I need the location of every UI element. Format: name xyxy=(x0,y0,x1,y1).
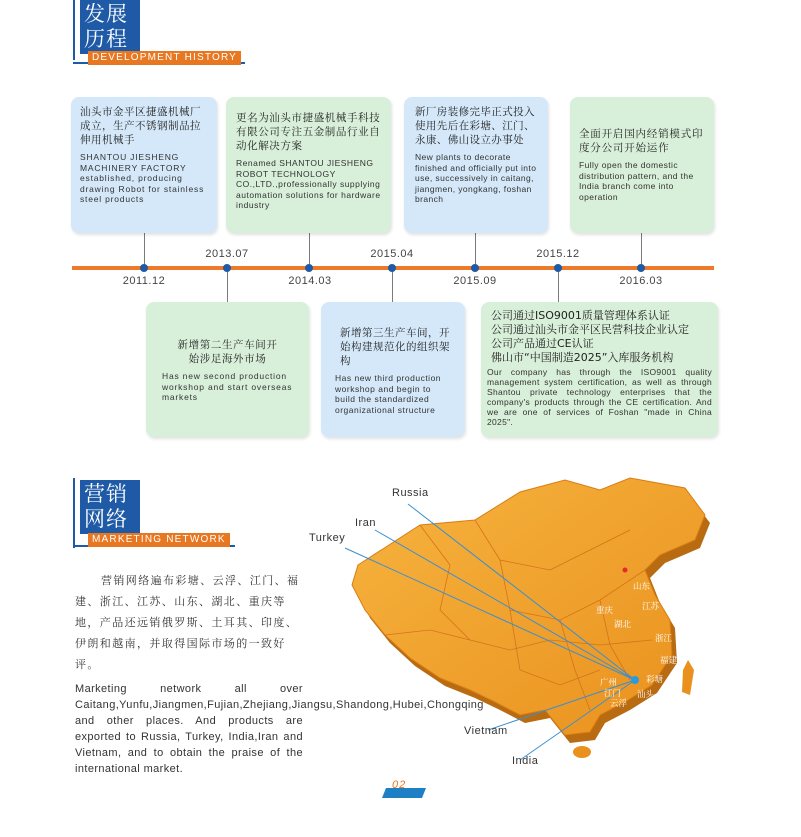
history-title xyxy=(80,0,140,54)
card-cn-line: 公司通过ISO9001质量管理体系认证 xyxy=(491,309,670,322)
timeline-card-2015-04 xyxy=(321,302,465,437)
timeline-card-2011 xyxy=(71,97,217,233)
timeline-connector xyxy=(558,268,559,302)
timeline-year: 2014.03 xyxy=(288,275,332,287)
timeline-dot xyxy=(388,264,396,272)
timeline-dot xyxy=(140,264,148,272)
city-label: 重庆 xyxy=(596,606,614,616)
timeline-year: 2015.09 xyxy=(453,275,497,287)
timeline-card-2015-09 xyxy=(404,97,548,233)
timeline-card-2014 xyxy=(226,97,391,233)
timeline-year: 2016.03 xyxy=(619,275,663,287)
marketing-title xyxy=(80,480,140,534)
timeline-card-2013 xyxy=(146,302,309,437)
timeline-year: 2015.04 xyxy=(370,248,414,260)
card-cn-text: 新增第三生产车间，开始构建规范化的组织架构 xyxy=(340,327,450,367)
card-en-text: Has new third production workshop and begin to build the standardized organizational structure xyxy=(335,373,442,415)
city-label: 浙江 xyxy=(655,634,673,644)
page-number-badge xyxy=(380,779,430,800)
marketing-cn-text: 营销网络遍布彩塘、云浮、江门、福建、浙江、江苏、山东、湖北、重庆等地，产品还远销俄罗斯、土耳其、印度、伊朗和越南，并取得国际市场的一致好评。 xyxy=(75,574,300,671)
hq-marker xyxy=(631,676,639,684)
timeline-card-2015-12 xyxy=(481,302,718,437)
timeline-connector xyxy=(475,233,476,268)
country-label: Iran xyxy=(355,517,376,529)
country-label: India xyxy=(512,755,539,767)
card-en-text: Our company has through the ISO9001 quality management system certification, as well as through Shantou private technology enterprises that the company's products through the CE certification. And we are one of services of Foshan "made in China 2025". xyxy=(487,367,712,427)
city-label: 云浮 xyxy=(610,699,628,709)
city-label: 山东 xyxy=(633,582,651,592)
card-en-text: New plants to decorate finished and officially put into use, successively in caitang, jiangmen, yongkang, foshan branch xyxy=(415,152,537,204)
timeline-connector xyxy=(144,233,145,268)
marketing-title-line2: 网络 xyxy=(84,507,128,531)
card-cn-text: 新增第二生产车间开始涉足海外市场 xyxy=(177,339,278,365)
timeline-connector xyxy=(227,268,228,302)
card-en-text: Renamed SHANTOU JIESHENG ROBOT TECHNOLOGY CO.,LTD.,professionally supplying automation solutions for hardware industry xyxy=(236,158,381,210)
marketing-en-text: Marketing network all over Caitang,Yunfu,Jiangmen,Fujian,Zhejiang,Jiangsu,Shandong,Hubei,Chongqing and other places. And products are exported to Russia, Turkey, India,Iran and Vietnam, and to obtain the praise of the international market. xyxy=(75,683,484,775)
timeline-dot xyxy=(637,264,645,272)
history-header-rule xyxy=(73,0,75,60)
city-label: 福建 xyxy=(660,656,678,666)
card-en-text: Fully open the domestic distribution pattern, and the India branch come into operation xyxy=(579,160,694,202)
marketing-subtitle: MARKETING NETWORK xyxy=(88,533,230,547)
timeline-year: 2015.12 xyxy=(536,248,580,260)
marketing-header-rule xyxy=(73,478,75,548)
taiwan-island xyxy=(682,660,694,695)
card-en-text: Has new second production workshop and start overseas markets xyxy=(162,371,293,402)
timeline-dot xyxy=(305,264,313,272)
city-label: 湖北 xyxy=(614,620,632,630)
city-label: 彩塘 xyxy=(646,675,664,685)
timeline-dot xyxy=(223,264,231,272)
timeline-connector xyxy=(309,233,310,268)
china-map xyxy=(300,470,740,770)
city-label: 江苏 xyxy=(642,602,660,612)
card-cn-text: 新厂房装修完毕正式投入使用先后在彩塘、江门、永康、佛山设立办事处 xyxy=(415,106,535,146)
card-cn-text: 全面开启国内经销模式印度分公司开始运作 xyxy=(579,128,704,154)
card-en-text: SHANTOU JIESHENG MACHINERY FACTORY established, producing drawing Robot for stainless steel products xyxy=(80,152,205,204)
card-cn-text: 汕头市金平区捷盛机械厂成立，生产不锈钢制品拉伸用机械手 xyxy=(80,106,201,146)
history-title-line2: 历程 xyxy=(84,27,128,51)
card-cn-line: 公司通过汕头市金平区民营科技企业认定 xyxy=(491,323,689,336)
history-title-line1: 发展 xyxy=(84,2,128,26)
history-subtitle: DEVELOPMENT HISTORY xyxy=(88,51,241,65)
card-cn-line: 公司产品通过CE认证 xyxy=(491,337,594,350)
timeline-year: 2011.12 xyxy=(122,275,166,287)
hainan-island xyxy=(573,746,591,758)
timeline-year: 2013.07 xyxy=(205,248,249,260)
page-number: 02 xyxy=(392,779,407,791)
card-cn-text: 更名为汕头市捷盛机械手科技有限公司专注五金制品行业自动化解决方案 xyxy=(236,112,381,152)
country-label: Russia xyxy=(392,487,429,499)
timeline-dot xyxy=(471,264,479,272)
country-label: Turkey xyxy=(309,532,346,544)
marketing-title-line1: 营销 xyxy=(84,482,128,506)
beijing-marker xyxy=(623,568,628,573)
country-label: Vietnam xyxy=(464,725,508,737)
timeline-connector xyxy=(392,268,393,302)
timeline-connector xyxy=(641,233,642,268)
card-cn-line: 佛山市“中国制造2025”入库服务机构 xyxy=(491,351,674,364)
city-label: 江门 xyxy=(604,689,622,699)
city-label: 汕头 xyxy=(637,690,655,700)
city-label: 广州 xyxy=(600,678,618,688)
timeline-card-2016 xyxy=(570,97,714,233)
timeline-dot xyxy=(554,264,562,272)
